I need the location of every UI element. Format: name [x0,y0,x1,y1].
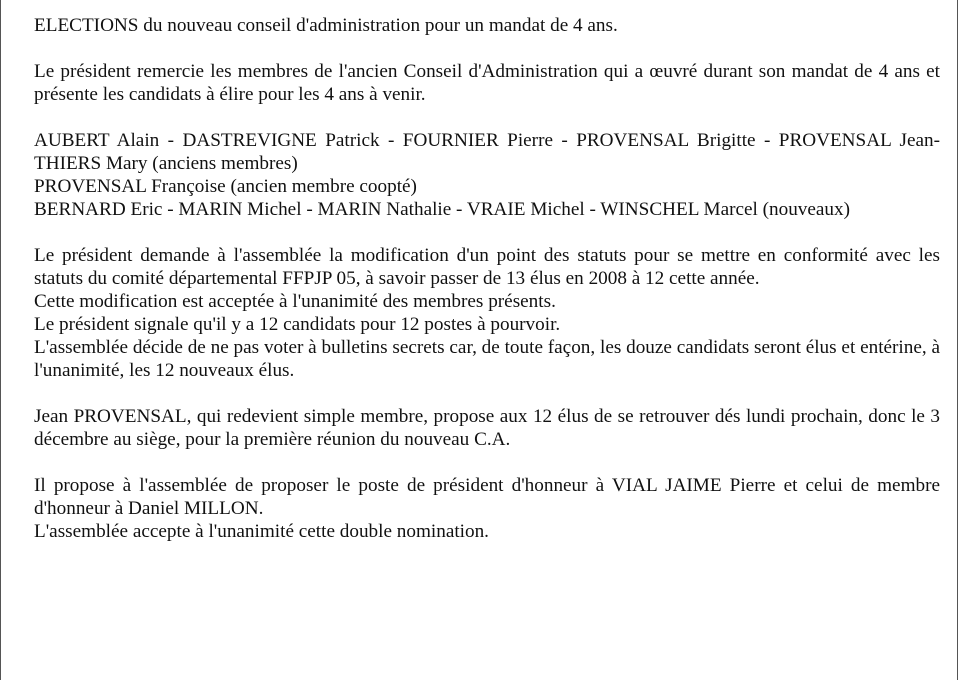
honors-proposal: Il propose à l'assemblée de proposer le poste de président d'honneur à VIAL JAIME Pierre et celui de membre d'honneur à Daniel MILLON. [34,475,940,519]
new-members-list: BERNARD Eric - MARIN Michel - MARIN Nathalie - VRAIE Michel - WINSCHEL Marcel (nouveaux) [34,199,851,220]
honors-accepted: L'assemblée accepte à l'unanimité cette double nomination. [34,521,489,542]
next-meeting: Jean PROVENSAL, qui redevient simple membre, propose aux 12 élus de se retrouver dés lundi prochain, donc le 3 décembre au siège, pour la première réunion du nouveau C.A. [34,406,940,450]
spacer [34,106,940,129]
statutes-request: Le président demande à l'assemblée la modification d'un point des statuts pour se mettre en conformité avec les statuts du comité départemental FFPJP 05, à savoir passer de 13 élus en 2008 à 12 cette année. [34,245,940,289]
section-title: ELECTIONS du nouveau conseil d'administration pour un mandat de 4 ans. [34,15,618,36]
document-body [34,14,940,543]
vote-decision: L'assemblée décide de ne pas voter à bulletins secrets car, de toute façon, les douze candidats seront élus et entérine, à l'unanimité, les 12 nouveaux élus. [34,337,940,381]
paragraph-thanks: Le président remercie les membres de l'ancien Conseil d'Administration qui a œuvré durant son mandat de 4 ans et présente les candidats à élire pour les 4 ans à venir. [34,61,940,105]
coopted-member-line: PROVENSAL Françoise (ancien membre coopté) [34,176,417,197]
spacer [34,451,940,474]
former-members-list: AUBERT Alain - DASTREVIGNE Patrick - FOURNIER Pierre - PROVENSAL Brigitte - PROVENSAL Jean- THIERS Mary (anciens membres) [34,130,940,174]
spacer [34,382,940,405]
candidates-count: Le président signale qu'il y a 12 candidats pour 12 postes à pourvoir. [34,314,561,335]
spacer [34,221,940,244]
statutes-accepted: Cette modification est acceptée à l'unanimité des membres présents. [34,291,556,312]
spacer [34,37,940,60]
